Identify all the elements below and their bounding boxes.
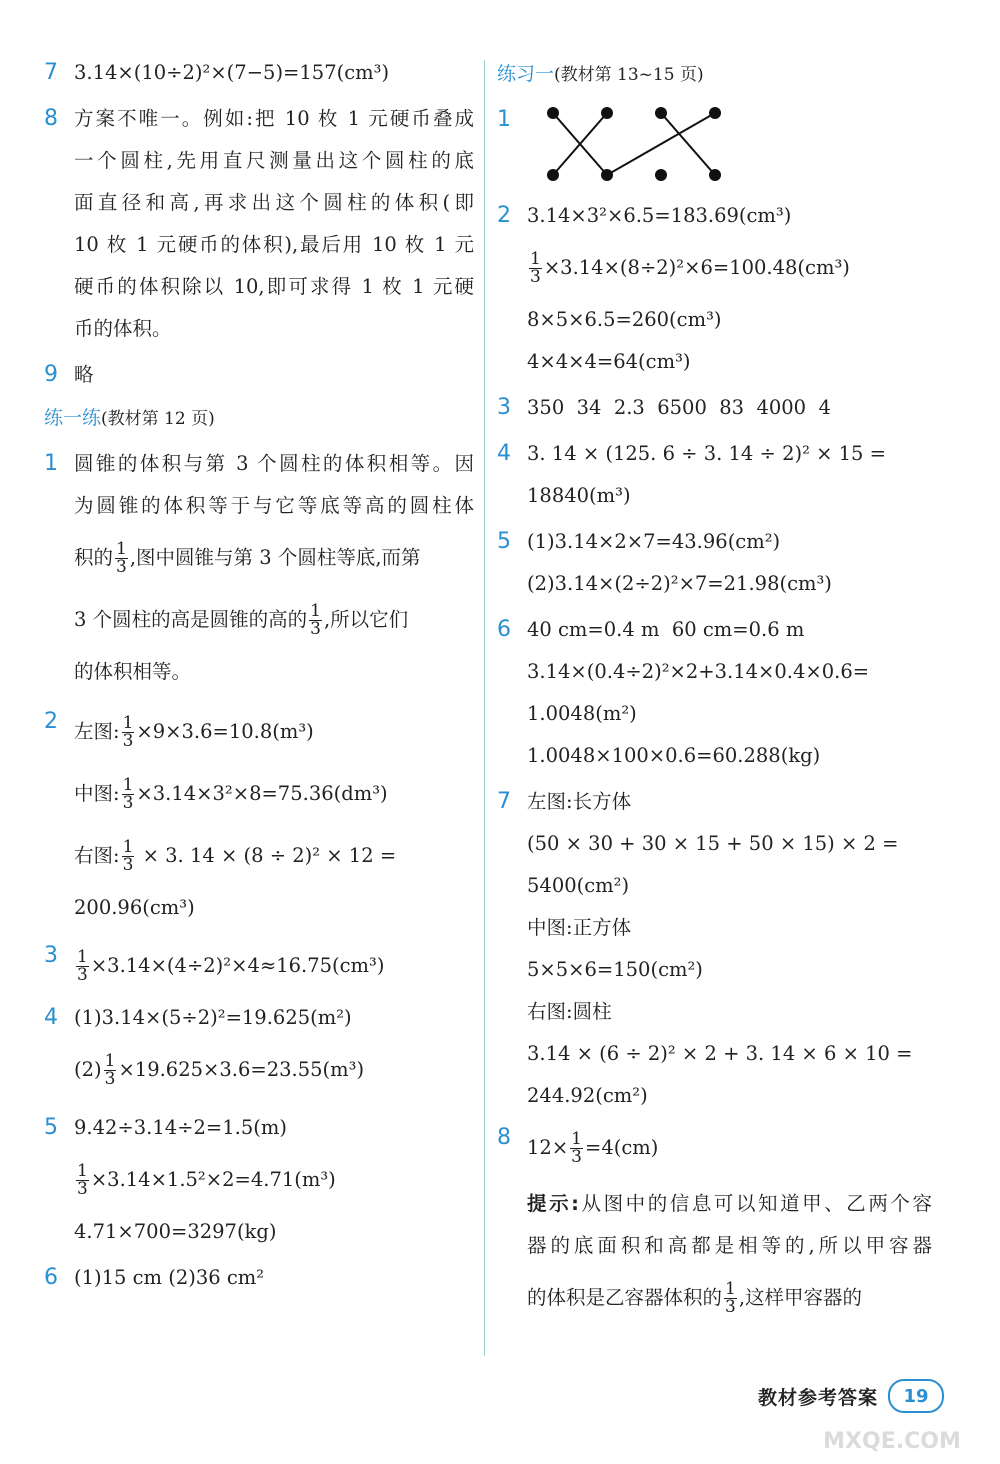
section-title: 练一练 [44,407,102,429]
fraction-denominator: 3 [122,731,134,751]
answer-text: 3.14×(10÷2)²×(7−5)=157(cm³) [74,61,390,84]
answer-line: 1.0048×100×0.6=60.288(kg) [527,744,821,767]
text-part: × 3. 14 × (8 ÷ 2)² × 12 = [136,844,397,867]
answer-number: 7 [44,60,58,85]
answer-line: (1)15 cm (2)36 cm² [74,1266,265,1289]
practice-3 [44,935,474,997]
fraction [122,777,135,812]
answer-line: (50 × 30 + 30 × 15 + 50 × 15) × 2 = [527,832,899,855]
exercise-4 [497,433,932,517]
answer-line: 5400(cm²) [527,874,630,897]
hint-block [497,1183,932,1329]
fraction [104,1053,117,1088]
answer-line [527,1183,932,1225]
answer-line: 右图:圆柱 [527,1000,612,1023]
fraction-denominator: 3 [571,1147,582,1167]
hint-title: 提示: [527,1192,579,1215]
text-part: 从图中的信息可以知道甲、乙两个容 [578,1192,932,1215]
footer-label: 教材参考答案 [757,1386,878,1409]
text-part: ,图中圆锥与第 3 个圆柱等底,而第 [129,546,421,569]
fraction-denominator: 3 [725,1297,736,1317]
text-part: =4(cm) [584,1136,659,1159]
text-part: ,这样甲容器的 [738,1286,863,1309]
fraction-denominator: 3 [530,267,541,287]
text-part: 12× [527,1136,569,1159]
answer-line: 244.92(cm²) [527,1084,648,1107]
fraction [122,839,135,874]
fraction [76,1163,89,1198]
answer-line [527,1117,932,1179]
text-part: (2) [74,1058,102,1081]
left-column [44,52,474,1299]
answer-line [74,1039,474,1101]
practice-4 [44,997,474,1101]
fraction-numerator: 1 [725,1279,736,1299]
answer-number: 3 [44,943,58,968]
answer-line: 的体积相等。 [74,660,192,683]
exercise-6 [497,609,932,777]
fraction-numerator: 1 [104,1051,116,1071]
answer-line: 圆锥的体积与第 3 个圆柱的体积相等。因 [74,452,474,475]
answer-line: (2)3.14×(2÷2)²×7=21.98(cm³) [527,572,832,595]
exercise-7 [497,781,932,1117]
answer-line: 40 cm=0.4 m 60 cm=0.6 m [527,618,805,641]
text-part: ×9×3.6=10.8(m³) [136,720,314,743]
fraction-denominator: 3 [122,793,134,813]
text-part: ×3.14×1.5²×2=4.71(m³) [90,1168,336,1191]
answer-number: 4 [44,1005,58,1030]
fraction-numerator: 1 [571,1129,582,1149]
answer-number: 7 [497,789,511,814]
fraction-denominator: 3 [310,619,321,639]
answer-line [74,1149,474,1211]
answer-line: 10 枚 1 元硬币的体积),最后用 10 枚 1 元 [74,233,474,256]
practice-1 [44,443,474,693]
answer-line: 面直径和高,再求出这个圆柱的体积(即 [74,191,474,214]
fraction-numerator: 1 [310,601,321,621]
fraction-numerator: 1 [122,713,134,733]
fraction-numerator: 1 [122,837,134,857]
answer-line [74,589,474,651]
fraction-denominator: 3 [104,1069,116,1089]
fraction [115,541,128,576]
answer-number: 2 [497,203,511,228]
fraction-numerator: 1 [122,775,134,795]
fraction-numerator: 1 [116,539,127,559]
fraction-numerator: 1 [530,249,541,269]
section-heading [497,54,932,95]
answer-line: 币的体积。 [74,317,172,340]
answer-line [74,763,474,825]
right-column [497,52,932,1329]
answer-line: 器的底面积和高都是相等的,所以甲容器 [527,1234,932,1257]
text-part: ×3.14×(4÷2)²×4≈16.75(cm³) [90,954,385,977]
answer-8 [44,98,474,350]
answer-line: 9.42÷3.14÷2=1.5(m) [74,1116,287,1139]
fraction-numerator: 1 [77,1161,88,1181]
answer-line: (1)3.14×2×7=43.96(cm²) [527,530,781,553]
section-subtitle: (教材第 13~15 页) [554,65,704,85]
text-part: 右图: [74,844,120,867]
answer-line: 左图:长方体 [527,790,632,813]
answer-line: 200.96(cm³) [74,896,195,919]
fraction [309,603,322,638]
answer-line: 18840(m³) [527,484,631,507]
watermark-logo [792,1400,992,1460]
answer-number: 5 [497,529,511,554]
answer-line [527,237,932,299]
answer-line: 一个圆柱,先用直尺测量出这个圆柱的底 [74,149,474,172]
answer-line [74,935,474,997]
text-part: 左图: [74,720,120,743]
answer-line: 4×4×4=64(cm³) [527,350,691,373]
page-number: 19 [888,1379,944,1413]
fraction-numerator: 1 [77,947,88,967]
fraction [570,1131,583,1166]
fraction [122,715,135,750]
answer-line: 8×5×6.5=260(cm³) [527,308,722,331]
fraction [724,1281,737,1316]
answer-line: 5×5×6=150(cm²) [527,958,703,981]
answer-7 [44,52,474,94]
column-divider [484,60,485,1356]
answer-number: 6 [44,1265,58,1290]
text-part: ×3.14×(8÷2)²×6=100.48(cm³) [543,256,850,279]
answer-number: 8 [497,1125,511,1150]
answer-number: 3 [497,395,511,420]
text-part: 的体积是乙容器体积的 [527,1286,723,1309]
exercise-2 [497,195,932,383]
answer-line: 3.14×(0.4÷2)²×2+3.14×0.4×0.6= [527,660,870,683]
answer-number: 4 [497,441,511,466]
answer-line [74,527,474,589]
answer-line: (1)3.14×(5÷2)²=19.625(m²) [74,1006,352,1029]
answer-9 [44,354,474,396]
fraction-denominator: 3 [77,965,88,985]
fraction-denominator: 3 [116,557,127,577]
answer-line: 4.71×700=3297(kg) [74,1220,277,1243]
fraction [76,949,89,984]
matching-lines-diagram [543,103,763,193]
answer-number: 6 [497,617,511,642]
text-part: 3 个圆柱的高是圆锥的高的 [74,608,308,631]
practice-2 [44,701,474,929]
section-heading [44,398,474,439]
text-part: ,所以它们 [323,608,409,631]
answer-line: 3.14 × (6 ÷ 2)² × 2 + 3. 14 × 6 × 10 = [527,1042,913,1065]
exercise-3 [497,387,932,429]
answer-text: 略 [74,363,94,386]
answer-line [527,1267,932,1329]
answer-line [74,701,474,763]
answer-number: 2 [44,709,58,734]
answer-line: 1.0048(m²) [527,702,637,725]
answer-line: 为圆锥的体积等于与它等底等高的圆柱体 [74,494,474,517]
fraction [529,251,542,286]
answer-line: 3.14×3²×6.5=183.69(cm³) [527,204,792,227]
practice-5 [44,1107,474,1253]
answer-number: 9 [44,362,58,387]
practice-6 [44,1257,474,1299]
answer-number: 5 [44,1115,58,1140]
answer-line: 硬币的体积除以 10,即可求得 1 枚 1 元硬 [74,275,474,298]
answer-line: 3. 14 × (125. 6 ÷ 3. 14 ÷ 2)² × 15 = [527,442,886,465]
text-part: ×3.14×3²×8=75.36(dm³) [136,782,388,805]
section-subtitle: (教材第 12 页) [101,409,215,429]
watermark-text: MXQE.COM [823,1429,961,1454]
exercise-5 [497,521,932,605]
text-part: 中图: [74,782,120,805]
exercise-8 [497,1117,932,1179]
answer-line: 350 34 2.3 6500 83 4000 4 [527,396,831,419]
answer-line [74,825,474,887]
answer-line: 方案不唯一。例如:把 10 枚 1 元硬币叠成 [74,107,474,130]
text-part: ×19.625×3.6=23.55(m³) [118,1058,365,1081]
answer-number: 1 [44,451,58,476]
section-title: 练习一 [497,63,555,85]
text-part: 积的 [74,546,114,569]
fraction-denominator: 3 [77,1179,88,1199]
answer-number: 1 [497,107,511,132]
answer-number: 8 [44,106,58,131]
answer-line: 中图:正方体 [527,916,632,939]
fraction-denominator: 3 [122,855,134,875]
exercise-1 [497,99,932,195]
